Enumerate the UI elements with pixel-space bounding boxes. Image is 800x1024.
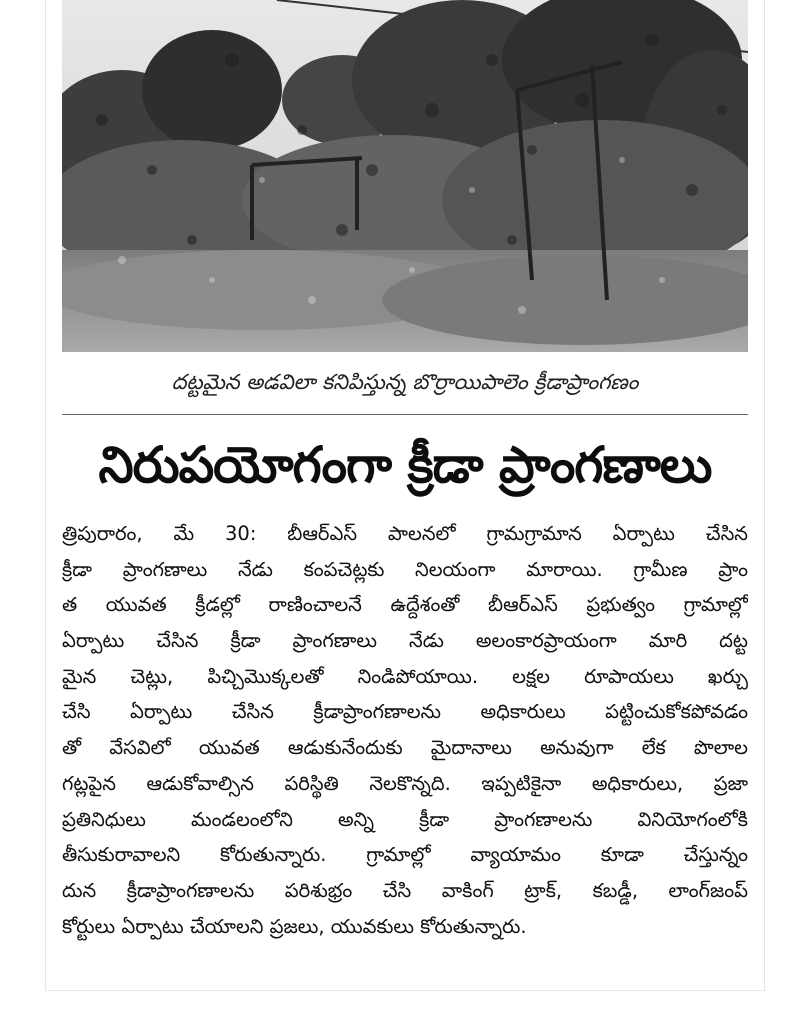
body-line: గట్లపైన ఆడుకోవాల్సిన పరిస్థితి నెలకొన్నది. ఇప్పటికైనా అధికారులు, ప్రజా <box>62 771 748 795</box>
body-line: క్రీడా ప్రాంగణాలు నేడు కంపచెట్లకు నిలయంగా మారాయి. గ్రామీణ ప్రాం <box>62 557 748 581</box>
body-line: తో వేసవిలో యువత ఆడుకునేందుకు మైదానాలు అనువుగా లేక పొలాల <box>62 736 748 760</box>
overgrown-playground-image <box>62 0 748 352</box>
article-body <box>62 516 748 944</box>
body-line: త యువత క్రీడల్లో రాణించాలనే ఉద్దేశంతో బీఆర్ఎస్ ప్రభుత్వం గ్రామాల్లో <box>62 593 748 617</box>
body-line: చేసి ఏర్పాటు చేసిన క్రీడాప్రాంగణాలను అధికారులు పట్టించుకోకపోవడం <box>62 700 748 724</box>
article-headline: నిరుపయోగంగా క్రీడా ప్రాంగణాలు <box>98 436 712 494</box>
body-line: దున క్రీడాప్రాంగణాలను పరిశుభ్రం చేసి వాకింగ్ ట్రాక్, కబడ్డీ, లాంగ్‌జంప్ <box>62 878 748 902</box>
body-line: కోర్టులు ఏర్పాటు చేయాలని ప్రజలు, యువకులు కోరుతున్నారు. <box>62 914 527 938</box>
body-line: మైన చెట్లు, పిచ్చిమొక్కలతో నిండిపోయాయి. లక్షల రూపాయలు ఖర్చు <box>62 664 748 688</box>
body-line: ఏర్పాటు చేసిన క్రీడా ప్రాంగణాలు నేడు అలంకారప్రాయంగా మారి దట్ట <box>62 629 748 653</box>
body-line: త్రిపురారం, మే 30: బీఆర్ఎస్ పాలనలో గ్రామగ్రామాన ఏర్పాటు చేసిన <box>62 522 748 545</box>
photo-caption: దట్టమైన అడవిలా కనిపిస్తున్న బొర్రాయిపాలెం క్రీడాప్రాంగణం <box>171 370 639 394</box>
body-line: తీసుకురావాలని కోరుతున్నారు. గ్రామాల్లో వ్యాయామం కూడా చేస్తున్నం <box>62 843 748 867</box>
body-line: ప్రతినిధులు మండలంలోని అన్ని క్రీడా ప్రాంగణాలను వినియోగంలోకి <box>62 807 748 831</box>
article-photo <box>62 0 748 352</box>
divider-rule <box>62 414 748 415</box>
